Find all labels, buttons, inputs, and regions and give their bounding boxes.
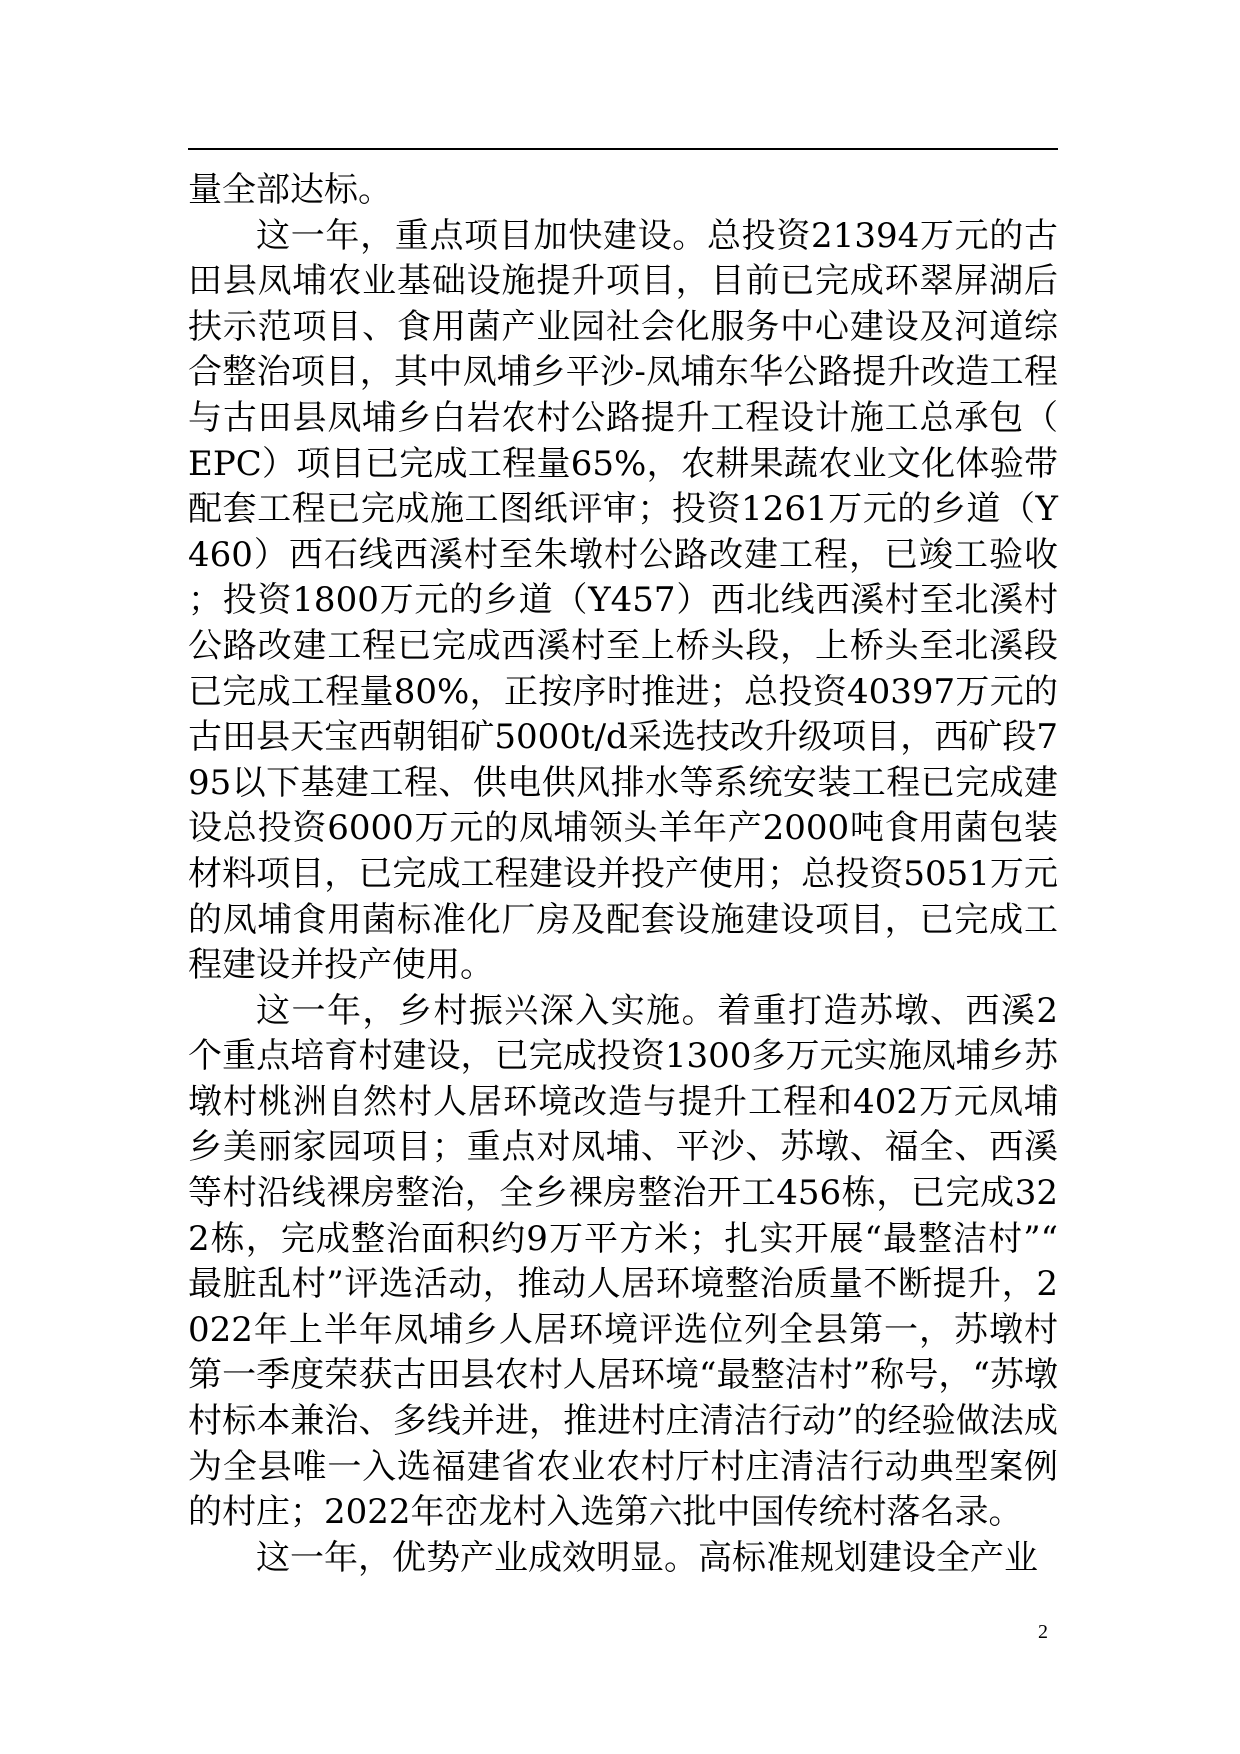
paragraph-standards: 量全部达标。 [188, 170, 392, 210]
page-number: 2 [1038, 1621, 1048, 1643]
document-body [188, 168, 1058, 1581]
paragraph-advantaged-industries: 这一年，优势产业成效明显。高标准规划建设全产业 [256, 1537, 1038, 1578]
paragraph-rural-revitalization: 这一年，乡村振兴深入实施。着重打造苏墩、西溪2个重点培育村建设，已完成投资1300多万元实施凤埔乡苏墩村桃洲自然村人居环境改造与提升工程和402万元凤埔乡美丽家园项目；重点对凤埔、平沙、苏墩、福全、西溪等村沿线裸房整治，全乡裸房整治开工456栋，已完成322栋，完成整治面积约9万平方米；扎实开展“最整洁村”“最脏乱村”评选活动，推动人居环境整治质量不断提升，2022年上半年凤埔乡人居环境评选位列全县第一，苏墩村第一季度荣获古田县农村人居环境“最整洁村”称号，“苏墩村标本兼治、多线并进，推进村庄清洁行动”的经验做法成为全县唯一入选福建省农业农村厅村庄清洁行动典型案例的村庄；2022年峦龙村入选第六批中国传统村落名录。 [188, 990, 1058, 1533]
header-rule [188, 148, 1058, 150]
paragraph-key-projects: 这一年，重点项目加快建设。总投资21394万元的古田县凤埔农业基础设施提升项目，目前已完成环翠屏湖后扶示范项目、食用菌产业园社会化服务中心建设及河道综合整治项目，其中凤埔乡平沙-凤埔东华公路提升改造工程与古田县凤埔乡白岩农村公路提升工程设计施工总承包（EPC）项目已完成工程量65%，农耕果蔬农业文化体验带配套工程已完成施工图纸评审；投资1261万元的乡道（Y460）西石线西溪村至朱墩村公路改建工程，已竣工验收；投资1800万元的乡道（Y457）西北线西溪村至北溪村公路改建工程已完成西溪村至上桥头段，上桥头至北溪段已完成工程量80%，正按序时推进；总投资40397万元的古田县天宝西朝钼矿5000t/d采选技改升级项目，西矿段795以下基建工程、供电供风排水等系统安装工程已完成建设总投资6000万元的凤埔领头羊年产2000吨食用菌包装材料项目，已完成工程建设并投产使用；总投资5051万元的凤埔食用菌标准化厂房及配套设施建设项目，已完成工程建设并投产使用。 [188, 215, 1058, 986]
